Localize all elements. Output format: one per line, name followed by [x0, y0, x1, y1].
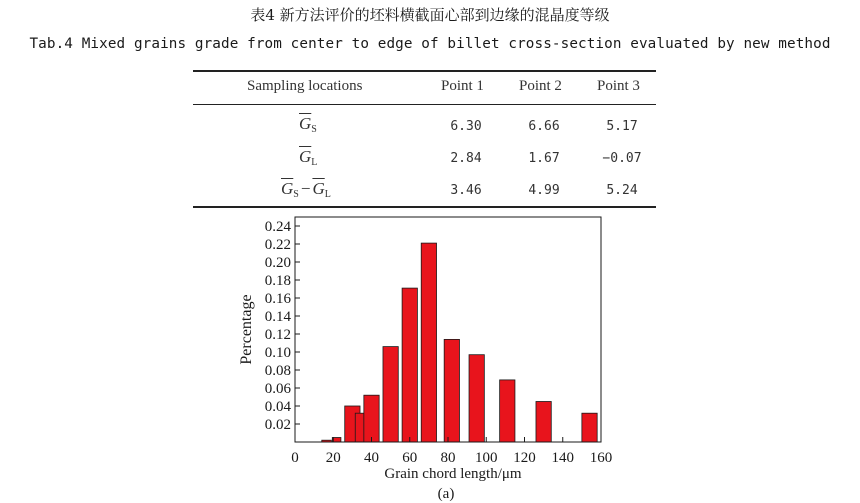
- cell-diff-point-1: 3.46: [450, 183, 482, 198]
- histogram-bar-12: [582, 413, 597, 442]
- header-sampling-locations: Sampling locations: [247, 78, 363, 94]
- x-tick-label: 80: [440, 450, 456, 466]
- y-tick-label: 0.12: [264, 327, 291, 343]
- histogram-bar-4: [364, 395, 379, 442]
- x-tick-label: 160: [589, 450, 613, 466]
- row-label-gl: [299, 147, 317, 168]
- y-tick-label: 0.02: [264, 417, 291, 433]
- header-point-3: Point 3: [597, 78, 640, 94]
- row-label-base-2: $\overline{G}$: [312, 179, 325, 198]
- header-point-1: Point 1: [441, 78, 484, 94]
- cell-diff-point-2: 4.99: [528, 183, 560, 198]
- row-label-sub: S: [293, 189, 299, 200]
- histogram-bar-3: [355, 413, 365, 442]
- row-label-base: $\overline{G}$: [299, 147, 312, 166]
- row-label-minus: −: [300, 179, 311, 198]
- cell-diff-point-3: 5.24: [606, 183, 638, 198]
- x-tick-label: 20: [325, 450, 341, 466]
- histogram-bar-9: [469, 355, 484, 442]
- x-tick-label: 100: [475, 450, 498, 466]
- cell-gl-point-2: 1.67: [528, 151, 560, 166]
- x-tick-label: 0: [291, 450, 299, 466]
- cell-gl-point-1: 2.84: [450, 151, 482, 166]
- x-tick-label: 140: [551, 450, 574, 466]
- y-tick-label: 0.10: [264, 345, 291, 361]
- histogram-bar-7: [421, 243, 436, 442]
- x-tick-label: 40: [364, 450, 379, 466]
- header-point-2: Point 2: [519, 78, 562, 94]
- histogram-bar-10: [500, 380, 515, 442]
- row-label-sub-2: L: [324, 189, 331, 200]
- y-tick-label: 0.06: [264, 381, 291, 397]
- y-tick-label: 0.22: [264, 237, 291, 253]
- y-tick-label: 0.20: [264, 255, 291, 271]
- bars-group: [322, 243, 597, 442]
- table-caption-english: Tab.4 Mixed grains grade from center to edge of billet cross-section evaluated by new method: [29, 36, 831, 52]
- table-bottom-rule: [193, 206, 656, 208]
- y-tick-label: 0.16: [264, 291, 291, 307]
- y-axis-label: Percentage: [238, 294, 255, 365]
- x-tick-label: 120: [513, 450, 536, 466]
- row-label-base: $\overline{G}$: [299, 114, 312, 133]
- cell-gs-point-3: 5.17: [606, 119, 638, 134]
- x-tick-label: 60: [402, 450, 418, 466]
- table-top-rule: [193, 70, 656, 72]
- row-label-base: $\overline{G}$: [281, 179, 294, 198]
- row-label-sub: L: [311, 157, 318, 168]
- histogram-bar-11: [536, 402, 551, 443]
- table-header-rule: [193, 104, 656, 105]
- y-tick-label: 0.18: [264, 273, 291, 289]
- histogram-bar-6: [402, 288, 417, 442]
- y-tick-label: 0.24: [264, 219, 291, 235]
- row-label-sub: S: [311, 124, 317, 135]
- y-tick-label: 0.08: [264, 363, 291, 379]
- histogram-bar-8: [444, 339, 459, 442]
- cell-gl-point-3: −0.07: [602, 151, 642, 166]
- x-axis-label: Grain chord length/μm: [384, 466, 522, 482]
- y-tick-label: 0.14: [264, 309, 291, 325]
- row-label-gs: [299, 114, 317, 135]
- histogram-bar-5: [383, 347, 398, 442]
- y-tick-label: 0.04: [264, 399, 291, 415]
- row-label-gs-minus-gl: [281, 179, 331, 200]
- cell-gs-point-1: 6.30: [450, 119, 482, 134]
- cell-gs-point-2: 6.66: [528, 119, 560, 134]
- table-caption-chinese: 表4 新方法评价的坯料横截面心部到边缘的混晶度等级: [250, 6, 610, 24]
- panel-label: (a): [437, 486, 455, 502]
- histogram-chart: [0, 210, 860, 503]
